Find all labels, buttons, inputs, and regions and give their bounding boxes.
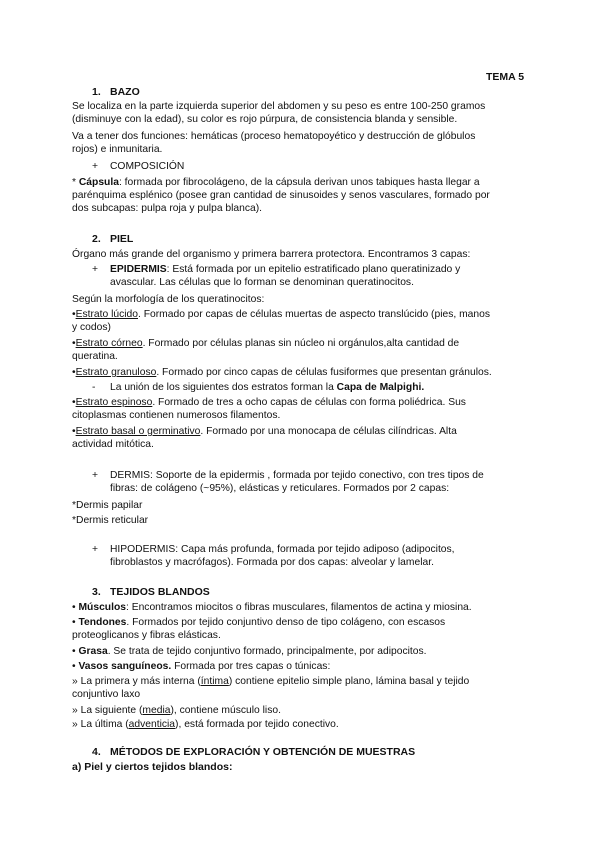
estrato-lucido: •Estrato lúcido. Formado por capas de células muertas de aspecto translúcido (pies, manos y codos) xyxy=(72,309,490,333)
epidermis-term: EPIDERMIS xyxy=(110,264,167,275)
grasa-item: • Grasa. Se trata de tejido conjuntivo formado, principalmente, por adipocitos. xyxy=(72,646,427,657)
bazo-paragraph-2: Va a tener dos funciones: hemáticas (proceso hematopoyético y destrucción de glóbulos rojos) e inmunitaria. xyxy=(72,131,476,155)
section-1-number: 1. xyxy=(92,86,101,98)
malpighi-text: La unión de los siguientes dos estratos forman la Capa de Malpighi. xyxy=(110,382,425,393)
bullet-plus: + xyxy=(92,544,99,555)
piel-intro: Órgano más grande del organismo y primera barrera protectora. Encontramos 3 capas: xyxy=(72,249,471,260)
intima-item: » La primera y más interna (íntima) contiene epitelio simple plano, lámina basal y tejido conjuntivo laxo xyxy=(72,676,470,700)
section-3-number: 3. xyxy=(92,586,101,598)
bullet-plus: + xyxy=(92,161,99,172)
dermis-reticular: *Dermis reticular xyxy=(72,515,149,526)
composicion-label: COMPOSICIÓN xyxy=(110,161,185,172)
tendones-item: • Tendones. Formados por tejido conjuntivo denso de tipo colágeno, con escasos proteoglicanos y fibras elásticas. xyxy=(72,617,446,641)
bullet-plus: + xyxy=(92,264,99,275)
section-3-title: TEJIDOS BLANDOS xyxy=(110,586,210,598)
section-2-number: 2. xyxy=(92,233,101,245)
section-4-title: MÉTODOS DE EXPLORACIÓN Y OBTENCIÓN DE MUESTRAS xyxy=(110,746,416,758)
section-4-subtitle: a) Piel y ciertos tejidos blandos: xyxy=(72,761,233,773)
bazo-paragraph-1: Se localiza en la parte izquierda superior del abdomen y su peso es entre 100-250 gramos (disminuye con la edad), su color es rojo púrpura, de consistencia blanda y sensible. xyxy=(72,101,486,125)
media-item: » La siguiente (media), contiene músculo liso. xyxy=(72,705,281,716)
section-4-number: 4. xyxy=(92,746,101,758)
dermis-papilar: *Dermis papilar xyxy=(72,500,143,511)
dash-bullet: - xyxy=(92,382,96,393)
epidermis-paragraph: EPIDERMIS: Está formada por un epitelio estratificado plano queratinizado y avascular. Las células que lo forman se denominan queratinocitos. xyxy=(110,264,461,288)
hipodermis-paragraph: HIPODERMIS: Capa más profunda, formada por tejido adiposo (adipocitos, fibroblastos y macrófagos). Formada por dos capas: alveolar y lamelar. xyxy=(110,544,455,568)
musculos-item: • Músculos: Encontramos miocitos o fibras musculares, filamentos de actina y miosina. xyxy=(72,602,472,613)
tema-label: TEMA 5 xyxy=(486,71,525,83)
adventicia-item: » La última (adventicia), está formada por tejido conectivo. xyxy=(72,719,339,730)
section-2-title: PIEL xyxy=(110,233,134,245)
bullet-plus: + xyxy=(92,470,99,481)
capsula-term: Cápsula xyxy=(78,177,119,188)
estrato-granuloso: •Estrato granuloso. Formado por cinco capas de células fusiformes que presentan gránulos. xyxy=(72,367,492,378)
section-1-title: BAZO xyxy=(110,86,140,98)
estrato-basal: •Estrato basal o germinativo. Formado por una monocapa de células cilíndricas. Alta actividad mitótica. xyxy=(72,426,457,450)
morfologia-text: Según la morfología de los queratinocitos: xyxy=(72,294,265,305)
capsula-paragraph: * Cápsula: formada por fibrocolágeno, de la cápsula derivan unos tabiques hasta llegar a parénquima esplénico (posee gran cantidad de sinusoides y senos vasculares, formado por dos subcapas: pulpa roja y pulpa blanca). xyxy=(72,177,490,214)
vasos-item: • Vasos sanguíneos. Formada por tres capas o túnicas: xyxy=(72,661,331,672)
estrato-corneo: •Estrato córneo. Formado por células planas sin núcleo ni orgánulos,alta cantidad de queratina. xyxy=(72,338,460,362)
malpighi-term: Capa de Malpighi. xyxy=(336,382,425,393)
estrato-espinoso: •Estrato espinoso. Formado de tres a ocho capas de células con forma poliédrica. Sus citoplasmas contienen numerosos filamentos. xyxy=(72,397,466,421)
dermis-paragraph: DERMIS: Soporte de la epidermis , formada por tejido conectivo, con tres tipos de fibras: de colágeno (~95%), elásticas y reticulares. Formados por 2 capas: xyxy=(110,470,484,494)
